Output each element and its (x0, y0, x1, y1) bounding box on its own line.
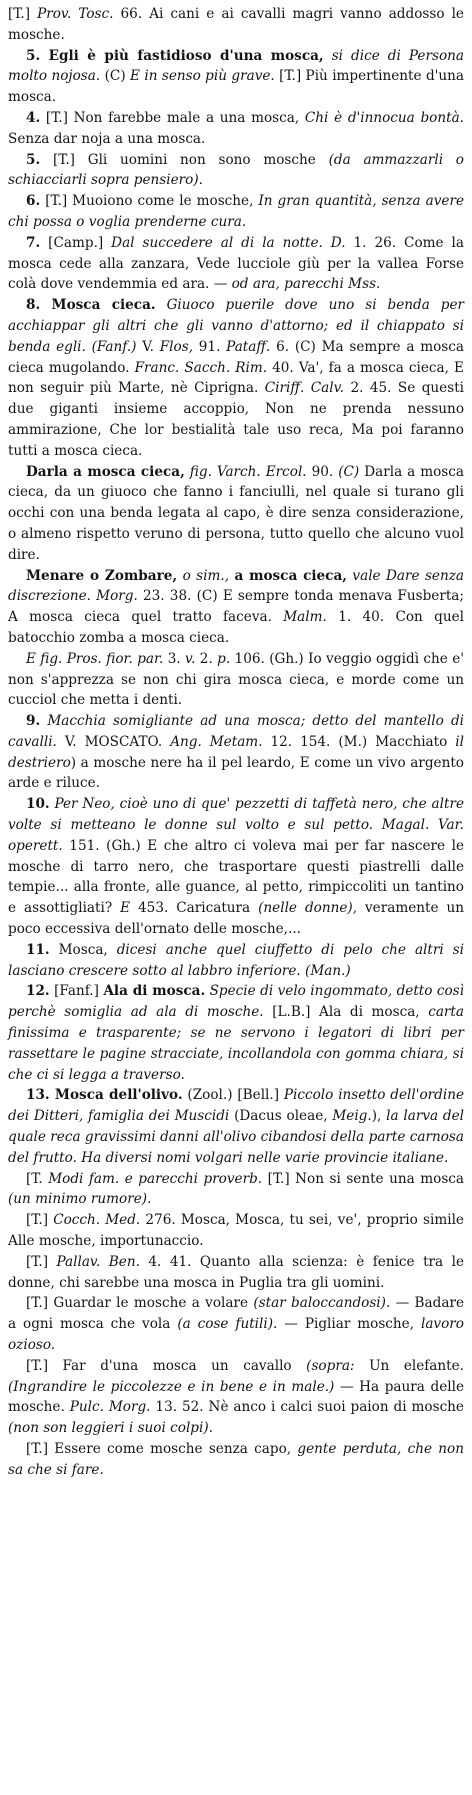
text-segment: Mosca, (49, 941, 117, 958)
text-segment: la larva del quale reca gravissimi danni all'olivo cibandosi della parte carnosa del frutto. Ha diversi nomi volgari nelle varie provincie italiane. (8, 1108, 464, 1166)
text-segment: 10. (26, 796, 50, 813)
entry-paragraph (8, 1252, 464, 1294)
entry-paragraph (8, 191, 464, 233)
text-segment: 66. Ai cani e ai cavalli magri vanno addosso le mosche. (8, 6, 464, 43)
text-segment: Franc. Sacch. Rim. (134, 359, 268, 376)
text-segment: [T.] (26, 1212, 54, 1229)
text-segment: Macchia somigliante ad una mosca; detto del mantello di cavalli. (8, 713, 464, 750)
text-segment: Pataff. (226, 338, 271, 355)
text-segment: (Dacus oleae, (229, 1108, 333, 1125)
text-segment: (non son leggieri i suoi colpi). (8, 1420, 213, 1437)
text-segment: [T.] Far d'una mosca un cavallo (26, 1357, 307, 1374)
text-segment: Giuoco puerile dove uno si benda per acchiappar gli altri che gli vanno d'attorno; ed il chiappato si benda egli. (Fanf.) (8, 297, 464, 355)
text-segment: Malm. (283, 609, 327, 626)
entry-paragraph (8, 150, 464, 192)
text-segment: vale Dare senza discrezione. Morg. (8, 567, 465, 605)
text-segment: 1. 40. Con quel batocchio zomba a mosca cieca. (8, 609, 464, 646)
text-segment: [Camp.] (40, 234, 112, 251)
text-segment: Per Neo, cioè uno di que' pezzetti di taffetà nero, che altre volte si metteano le donne sul volto e sul petto. Magal. Var. operett. (8, 796, 464, 854)
text-segment: [T.] (8, 6, 38, 22)
entry-paragraph (8, 1169, 464, 1211)
text-segment: carta finissima e trasparente; se ne servono i legatori di libri per rassettare le pagine stracciate, incollandola con gomma chiara, si che ci si legga a traverso. (8, 1004, 464, 1083)
text-segment: 6. (26, 193, 41, 210)
text-segment: p. (217, 650, 231, 667)
text-segment: (da ammazzarli o schiacciarli sopra pensiero). (8, 151, 464, 189)
text-segment: ) a mosche nere ha il pel leardo, E come un vivo argento arde e riluce. (8, 754, 464, 792)
text-segment: — Ha paura delle mosche. (8, 1378, 464, 1416)
text-segment: Pallav. Ben. (56, 1253, 140, 1270)
text-segment: 12. (26, 983, 50, 1000)
text-segment: Specie di velo ingommato, detto così perchè somiglia ad ala di mosche. (8, 983, 464, 1021)
text-segment: [T.] Gli uomini non sono mosche (40, 151, 329, 168)
text-segment: [T.] Guardar le mosche a volare (26, 1295, 254, 1312)
text-segment: 2. (195, 650, 218, 667)
text-segment: Modi fam. e parecchi proverb. (48, 1170, 263, 1187)
text-segment: Ciriff. Calv. (264, 380, 345, 397)
text-segment: 7. (26, 234, 41, 251)
text-segment: [L.B.] Ala di mosca, (263, 1004, 429, 1021)
text-segment: od ara, parecchi Mss. (231, 276, 381, 293)
text-segment: 40. Va', fa a mosca cieca, E non seguir più Marte, nè Ciprigna. (8, 359, 464, 397)
text-segment: dicesi anche quel ciuffetto di pelo che altri si lasciano crescere sotto al labbro inferiore. (Man.) (8, 941, 464, 979)
text-segment: lavoro ozioso. (8, 1316, 464, 1353)
entry-paragraph (8, 4, 464, 46)
entry-paragraph (8, 462, 464, 566)
entry-paragraph (8, 1210, 464, 1252)
text-segment: E fig. Pros. fior. par. (26, 650, 164, 667)
text-segment: 6. (C) Ma sempre a mosca cieca mugolando. (8, 338, 464, 376)
text-segment: 4. (26, 109, 41, 126)
entry-paragraph (8, 1085, 464, 1168)
text-segment: 151. (Gh.) E che altro ci voleva mai per far nascere le mosche di tarro nero, che trasportare questi piastrelli dalle tempie... alla fronte, alle guance, al petto, rimpiccoliti un tantino e assottigliati? (8, 837, 464, 917)
text-segment: [T.] Non si sente una mosca (262, 1170, 465, 1187)
text-segment: Ang. Metam. (170, 733, 263, 750)
entry-paragraph (8, 940, 464, 982)
text-segment: a mosca cieca, (234, 567, 347, 584)
text-segment: Pulc. Morg. (69, 1399, 151, 1416)
text-segment: Meig. (332, 1108, 372, 1125)
text-segment: 276. Mosca, Mosca, tu sei, ve', proprio simile Alle mosche, importunaccio. (8, 1212, 464, 1250)
text-segment: E (120, 900, 131, 917)
text-segment: 453. Caricatura (130, 900, 259, 917)
text-segment: 9. (26, 713, 41, 730)
text-segment: 3. (163, 650, 186, 667)
text-segment: 5. Egli è più fastidioso d'una mosca, (26, 47, 324, 64)
entry-paragraph (8, 108, 464, 150)
text-segment: Senza dar noja a una mosca. (8, 130, 206, 147)
text-segment: [T.] (26, 1253, 57, 1270)
text-segment: gente perduta, che non sa che si fare. (8, 1440, 464, 1478)
entry-paragraph (8, 981, 464, 1085)
text-segment: 23. 38. (C) E sempre tonda menava Fusberta; A mosca cieca quel tratto faceva. (8, 588, 464, 626)
text-segment: (a cose futili). (177, 1316, 278, 1333)
text-segment: (nelle donne), (258, 900, 358, 917)
text-segment: Darla a mosca cieca, da un giuoco che fanno i fanciulli, nel quale si turano gli occhi con una benda legata al capo, è dire senza considerazione, o almeno rispetto veruno di persona, tutto quello che alcuno vuol dire. (8, 463, 465, 563)
text-segment: (C) (100, 68, 131, 85)
text-segment: (sopra: (306, 1357, 355, 1374)
text-segment: v. (185, 650, 196, 667)
text-segment: (Ingrandire le piccolezze e in bene e in male.) (8, 1378, 335, 1395)
text-segment: [T.] Più impertinente d'una mosca. (8, 68, 464, 106)
text-segment: 106. (Gh.) Io veggio oggidì che e' non s'apprezza se non chi gira mosca cieca, e morde come un cucciol che metta i denti. (8, 650, 464, 709)
entry-paragraph (8, 566, 464, 649)
text-segment: [T.] Non farebbe male a una mosca, (40, 109, 305, 126)
text-segment: il destriero (8, 733, 464, 771)
text-segment: 13. Mosca dell'olivo. (26, 1087, 183, 1104)
text-segment: V. (136, 338, 160, 355)
text-segment: 12. 154. (M.) Macchiato (262, 733, 456, 750)
text-segment: (C) (338, 463, 360, 480)
text-segment: (star baloccandosi). (253, 1295, 391, 1312)
text-segment: In gran quantità, senza avere chi possa o voglia prenderne cura. (8, 193, 464, 230)
text-segment: 1. 26. Come la mosca cede alla zanzara, Vede lucciole giù per la vallea Forse colà dove vendemmia ed ara. — (8, 234, 464, 293)
text-segment: veramente un poco eccessiva dell'ornato delle mosche,... (8, 900, 464, 938)
text-segment: Flos, (159, 338, 194, 355)
text-segment: Piccolo insetto dell'ordine dei Ditteri, famiglia dei Muscidi (8, 1087, 464, 1125)
text-segment: 8. Mosca cieca. (26, 297, 156, 314)
text-segment: (Zool.) [Bell.] (182, 1087, 284, 1104)
text-segment: Cocch. Med. (53, 1212, 141, 1229)
text-segment: Menare o Zombare, (26, 567, 178, 584)
entry-paragraph (8, 1293, 464, 1355)
entry-paragraph (8, 1356, 464, 1439)
text-segment: o sim., (177, 567, 235, 584)
text-segment: E in senso più grave. (130, 68, 275, 85)
text-segment: — Badare a ogni mosca che vola (8, 1295, 464, 1333)
text-segment: (un minimo rumore). (8, 1191, 152, 1208)
text-segment: Ala di mosca. (103, 983, 206, 1000)
text-segment: 90. (306, 463, 339, 480)
entry-paragraph (8, 794, 464, 940)
text-segment: Prov. Tosc. (37, 6, 114, 22)
text-segment: [T.] Essere come mosche senza capo, (26, 1440, 298, 1457)
text-segment: [T.] Muoiono come le mosche, (40, 193, 259, 210)
text-segment: Un elefante. (354, 1357, 464, 1374)
text-segment: 4. 41. Quanto alla scienza: è fenice tra le donne, chi sarebbe una mosca in Puglia tra gli uomini. (8, 1253, 464, 1291)
text-segment: — Pigliar mosche, (277, 1316, 421, 1333)
text-segment: Dal succedere al di la notte. D. (111, 234, 346, 251)
text-segment: Chi è d'innocua bontà. (304, 109, 464, 126)
entry-paragraph (8, 233, 464, 295)
text-segment: [Fanf.] (49, 983, 104, 1000)
entry-paragraph (8, 1439, 464, 1481)
entry-paragraph (8, 649, 464, 711)
text-segment: 11. (26, 941, 50, 958)
text-segment: ), (371, 1108, 387, 1125)
entry-paragraph (8, 711, 464, 794)
text-segment: 2. 45. Se questi due giganti insieme accoppio, Non ne prenda nessuno ammirazione, Che lor bestialità tale uso reca, Ma poi faranno tutti a mosca cieca. (8, 380, 464, 459)
entry-paragraph (8, 46, 464, 108)
text-segment: si dice di Persona molto nojosa. (8, 47, 464, 85)
text-segment: Darla a mosca cieca, (26, 463, 185, 480)
text-segment: [T. (26, 1170, 49, 1187)
entry-paragraph (8, 295, 464, 461)
text-segment: 91. (193, 338, 227, 355)
text-segment: V. MOSCATO. (56, 733, 171, 750)
text-segment: 5. (26, 151, 41, 168)
text-segment: fig. Varch. Ercol. (184, 463, 307, 480)
text-segment: 13. 52. Nè anco i calci suoi paion di mosche (150, 1399, 464, 1416)
